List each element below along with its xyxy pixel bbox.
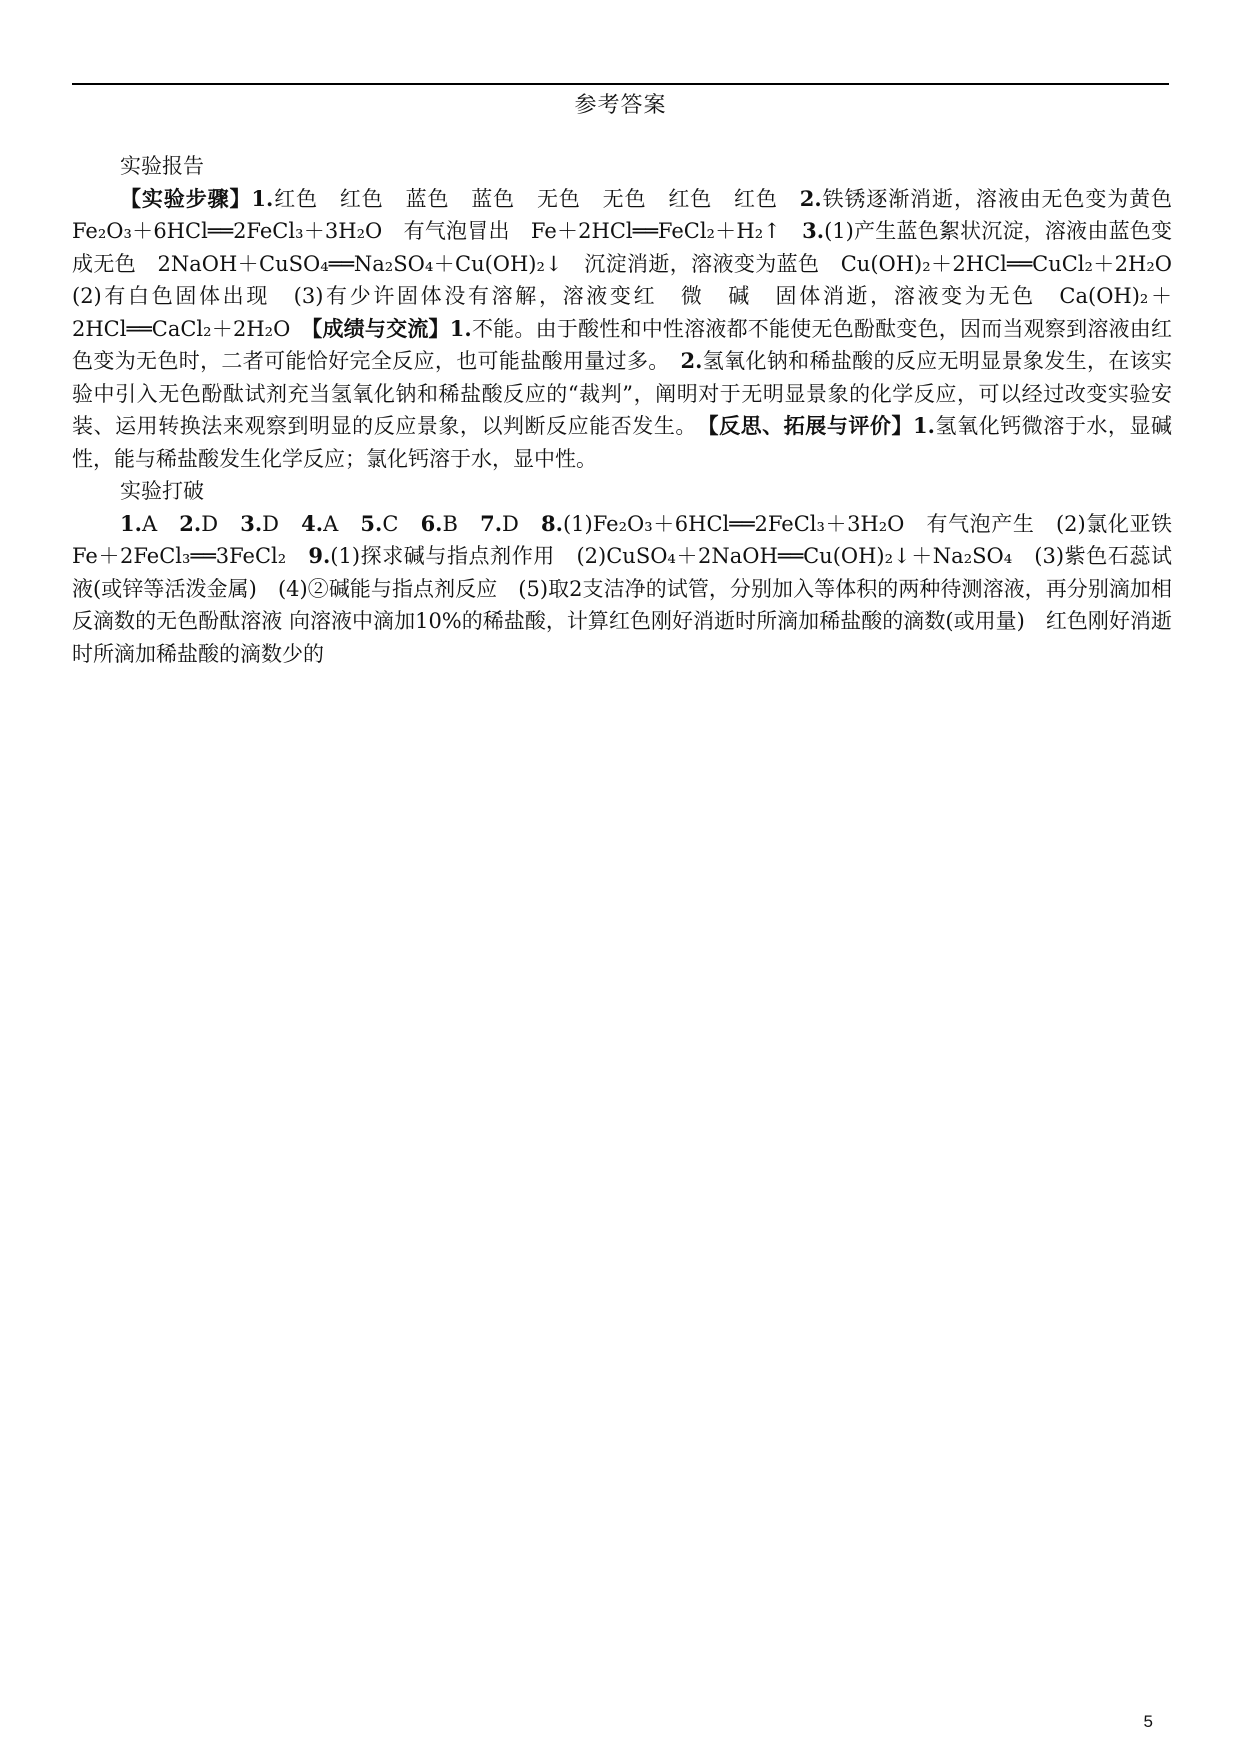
q9-number: 9. [308, 543, 331, 568]
section-heading-breakthrough: 实验打破 [120, 479, 204, 503]
reflect-1-text: 氢氧化钙微溶于水，显碱性，能与稀盐酸发生化学反应；氯化钙溶于水，显中性。 [72, 414, 1173, 471]
breakthrough-paragraph [72, 508, 1194, 671]
q4-answer: A [323, 511, 361, 536]
step-1-number: 1. [251, 185, 274, 211]
step-2-text: 铁锈逐渐消逝，溶液由无色变为黄色 Fe₂O₃＋6HCl══2FeCl₃＋3H₂O 有气泡冒出 Fe＋2HCl══FeCl₂＋H₂↑ [72, 186, 1194, 243]
q3-answer: D [262, 511, 302, 536]
step-2-number: 2. [799, 185, 822, 211]
header-rule [72, 83, 1169, 85]
exchange-2-number: 2. [680, 348, 703, 373]
exchange-label: 【成绩与交流】 [311, 315, 450, 341]
q1-number: 1. [120, 510, 142, 536]
q1-answer: A [141, 511, 180, 536]
q9-answer: (1)探求碱与指点剂作用 (2)CuSO₄＋2NaOH══Cu(OH)₂↓＋Na₂SO₄ (3)紫色石蕊试液(或锌等活泼金属) (4)②碱能与指点剂反应 (5)取2支洁净的试管，分别加入等体积的两种待测溶液，再分别滴加相反滴数的无色酚酞溶液 向溶液中滴加10%的稀盐酸，计算红色刚好消逝时所滴加稀盐酸的滴数(或用量) 红色刚好消逝时所滴加稀盐酸的滴数少的 [72, 544, 1173, 666]
exchange-1-number: 1. [449, 315, 472, 341]
q2-answer: D [201, 511, 241, 536]
q4-number: 4. [301, 510, 324, 536]
reflect-1-number: 1. [913, 413, 935, 438]
q8-answer: (1)Fe₂O₃＋6HCl══2FeCl₃＋3H₂O 有气泡产生 (2)氯化亚铁 Fe＋2FeCl₃══3FeCl₂ [72, 511, 1194, 568]
step-1-text: 红色 红色 蓝色 蓝色 无色 无色 红色 红色 [273, 186, 800, 211]
step-3-text: (1)产生蓝色絮状沉淀，溶液由蓝色变成无色 2NaOH＋CuSO₄══Na₂SO₄＋Cu(OH)₂↓ 沉淀消逝，溶液变为蓝色 Cu(OH)₂＋2HCl══CuCl₂＋2H₂O (2)有白色固体出现 (3)有少许固体没有溶解，溶液变红 微 碱 固体消逝，溶液变为无色 Ca(OH)₂＋2HCl══CaCl₂＋2H₂O [72, 219, 1193, 341]
exchange-1-text: 不能。由于酸性和中性溶液都不能使无色酚酞变色，因而当观察到溶液由红色变为无色时，二者可能恰好完全反应，也可能盐酸用量过多。 [72, 316, 1172, 373]
steps-label: 【实验步骤】 [120, 185, 252, 211]
q5-answer: C [382, 511, 421, 536]
q7-answer: D [502, 511, 542, 536]
q3-number: 3. [240, 510, 263, 536]
page-number: 5 [1143, 1712, 1153, 1731]
step-3-number: 3. [802, 218, 825, 243]
q8-number: 8. [541, 510, 563, 536]
page-title: 参考答案 [574, 93, 667, 118]
q6-answer: B [442, 511, 481, 536]
q6-number: 6. [420, 510, 443, 536]
q7-number: 7. [480, 510, 503, 536]
report-paragraph [72, 183, 1194, 476]
q5-number: 5. [360, 510, 383, 536]
q2-number: 2. [179, 510, 202, 536]
exchange-2-text: 氢氧化钠和稀盐酸的反应无明显景象发生，在该实验中引入无色酚酞试剂充当氢氧化钠和稀盐酸反应的“裁判”，阐明对于无明显景象的化学反应，可以经过改变实验安装、运用转换法来观察到明显的反应景象，以判断反应能否发生。 [72, 349, 1172, 438]
reflect-label: 【反思、拓展与评价】 [708, 413, 914, 438]
section-heading-report: 实验报告 [120, 154, 204, 178]
answer-content [72, 150, 1194, 670]
